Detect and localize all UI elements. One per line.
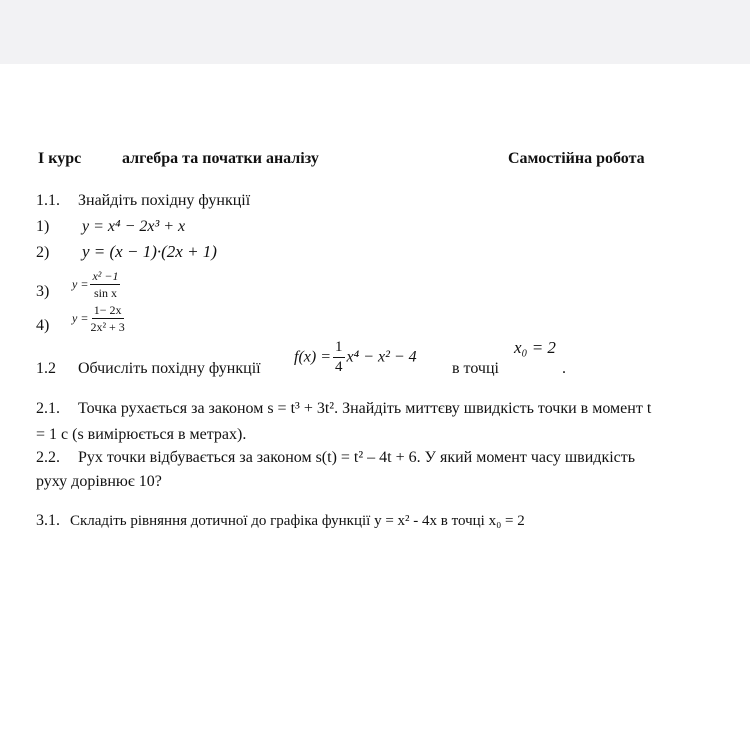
item-2-number: 2) [36,244,50,261]
task-2-2-line-1: Рух точки відбувається за законом s(t) = t² – 4t + 6. У який момент часу швидкість [78,449,636,466]
item-4-denominator: 2x² + 3 [90,320,125,334]
task-3-1-number: 3.1. [36,512,60,529]
fx-frac-denominator: 4 [335,359,343,375]
course-label: I курс [38,150,82,167]
task-2-1-line-1: Точка рухається за законом s = t³ + 3t². Знайдіть миттєву швидкість точки в момент t [78,400,652,417]
document-page [0,64,750,750]
fx-lhs: f(x) = [294,348,331,366]
task-2-1-number: 2.1. [36,400,60,417]
fx-frac-numerator: 1 [333,340,345,358]
x0-value: x₀ = 2 [514,338,556,357]
item-3-formula [72,270,122,299]
task-1-2-text: Обчисліть похідну функції [78,360,261,377]
fx-rhs: x⁴ − x² − 4 [346,348,417,366]
item-1-number: 1) [36,218,50,235]
task-2-2-line-2: руху дорівнює 10? [36,473,162,490]
fx-fraction [333,340,345,375]
item-4-numerator: 1− 2x [93,303,122,317]
item-2-formula: y = (x − 1)·(2x + 1) [82,242,217,261]
work-type-label: Самостійна робота [508,150,645,167]
task-1-1-title: Знайдіть похідну функції [78,192,251,209]
top-bar [0,0,750,65]
item-3-denominator: sin x [93,286,117,300]
task-2-2-number: 2.2. [36,449,60,466]
task-1-2-function [294,340,417,375]
item-3-numerator: x² −1 [92,269,119,283]
task-1-2-number: 1.2 [36,360,56,377]
item-4-formula [72,304,127,333]
item-3-lhs: y = [72,277,89,291]
trailing-dot: . [562,360,566,377]
subject-label: алгебра та початки аналізу [122,150,319,167]
item-3-fraction [90,270,120,299]
task-1-1-number: 1.1. [36,192,60,209]
task-3-1-text: Складіть рівняння дотичної до графіка функції y = x² - 4x в точці x₀ = 2 [70,513,525,529]
item-3-number: 3) [36,283,50,300]
task-2-1-line-2: = 1 с (s вимірюється в метрах). [36,426,247,443]
at-point-label: в точці [452,360,499,377]
item-1-formula: y = x⁴ − 2x³ + x [82,218,186,235]
item-4-fraction [90,304,124,333]
item-4-number: 4) [36,317,50,334]
item-4-lhs: y = [72,311,89,325]
